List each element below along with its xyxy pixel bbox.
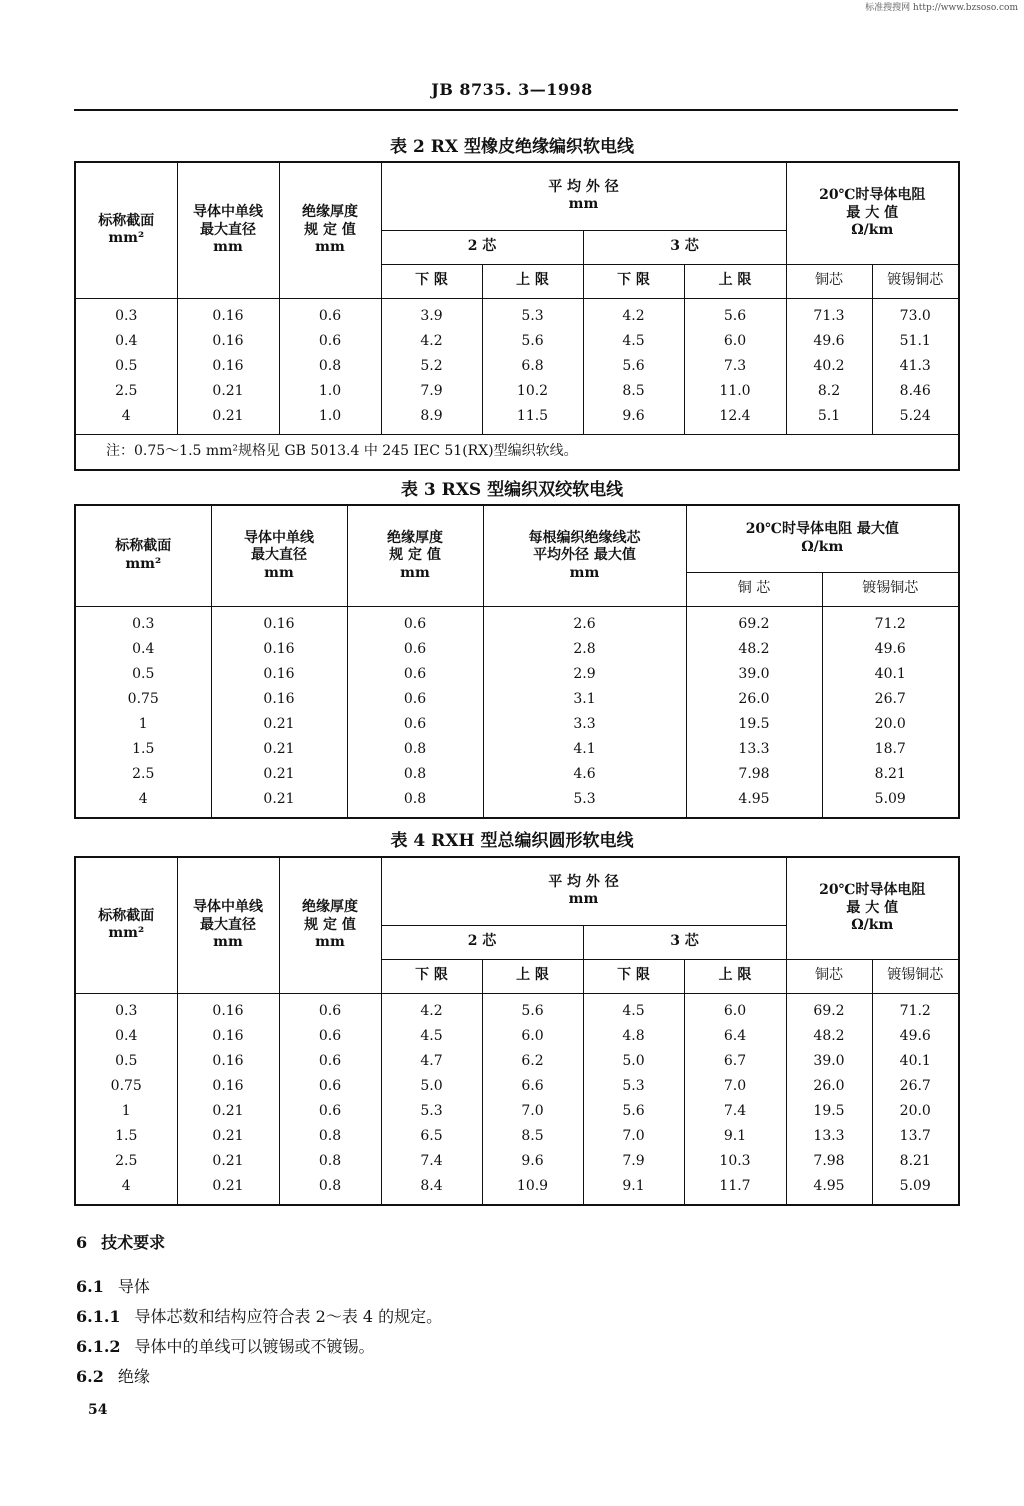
t4-head-2core: 2 芯 [381,925,583,959]
table-cell: 0.8 [347,788,483,818]
t4-head-3core-upper: 上 限 [684,959,786,993]
table-cell: 0.5 [75,663,211,688]
table-cell: 6.6 [482,1075,583,1100]
table-cell: 26.7 [872,1075,959,1100]
table2-note: 注：0.75～1.5 mm²规格见 GB 5013.4 中 245 IEC 51(RX)型编织软线。 [75,434,959,470]
table-cell: 0.8 [279,1150,381,1175]
table-cell: 5.3 [482,298,583,330]
table-cell: 8.5 [583,380,684,405]
table-cell: 7.9 [583,1150,684,1175]
table-cell: 0.16 [211,688,347,713]
table-cell: 0.8 [347,738,483,763]
table-cell: 5.2 [381,355,482,380]
t4-head-tinned-copper: 镀锡铜芯 [872,959,959,993]
table-cell: 10.3 [684,1150,786,1175]
table-row [75,606,959,638]
table-cell: 0.6 [279,993,381,1025]
table-cell: 0.8 [279,1125,381,1150]
table-cell: 4.1 [483,738,686,763]
table-cell: 71.2 [822,606,959,638]
table-cell: 0.8 [279,355,381,380]
table-cell: 6.7 [684,1050,786,1075]
table-cell: 20.0 [822,713,959,738]
t4-head-insulation: 绝缘厚度 规 定 值 mm [279,857,381,993]
table-cell: 0.5 [75,355,177,380]
table-cell: 9.6 [583,405,684,435]
t2-head-wire: 导体中单线 最大直径 mm [177,162,279,298]
table2-caption: 表 2 RX 型橡皮绝缘编织软电线 [390,137,634,157]
table-cell: 0.5 [75,1050,177,1075]
table-cell: 40.2 [786,355,872,380]
table-cell: 0.6 [347,688,483,713]
table-cell: 5.6 [482,330,583,355]
table-cell: 0.21 [177,1150,279,1175]
table-row [75,713,959,738]
table-cell: 0.16 [177,1025,279,1050]
table-cell: 8.21 [872,1150,959,1175]
table-cell: 6.5 [381,1125,482,1150]
t2-head-area: 标称截面 mm² [75,162,177,298]
table-cell: 2.9 [483,663,686,688]
table-cell: 0.6 [347,713,483,738]
table-cell: 19.5 [686,713,822,738]
table-cell: 5.3 [381,1100,482,1125]
t2-head-2core: 2 芯 [381,230,583,264]
table3-caption: 表 3 RXS 型编织双绞软电线 [400,480,624,500]
table-cell: 5.6 [583,1100,684,1125]
table-cell: 0.21 [211,763,347,788]
table-row [75,663,959,688]
table-cell: 20.0 [872,1100,959,1125]
table-cell: 41.3 [872,355,959,380]
table-cell: 0.21 [211,738,347,763]
table-cell: 0.4 [75,638,211,663]
table-cell: 3.9 [381,298,482,330]
table-cell: 26.0 [786,1075,872,1100]
t2-head-2core-lower: 下 限 [381,264,482,298]
table-cell: 4 [75,1175,177,1205]
table-cell: 49.6 [786,330,872,355]
table-cell: 18.7 [822,738,959,763]
table-cell: 0.6 [279,1025,381,1050]
table-cell: 5.0 [583,1050,684,1075]
table-cell: 0.16 [177,1075,279,1100]
table-cell: 0.16 [177,298,279,330]
table-cell: 4.5 [583,993,684,1025]
table-cell: 0.75 [75,1075,177,1100]
table-cell: 1.0 [279,380,381,405]
table-row [75,638,959,663]
table-cell: 51.1 [872,330,959,355]
table-cell: 3.3 [483,713,686,738]
table-cell: 0.3 [75,606,211,638]
table-cell: 5.6 [482,993,583,1025]
table-cell: 5.1 [786,405,872,435]
table-cell: 5.3 [483,788,686,818]
table-cell: 0.21 [177,1125,279,1150]
table-row [75,763,959,788]
table-cell: 8.2 [786,380,872,405]
table-cell: 4.2 [381,330,482,355]
table-cell: 8.21 [822,763,959,788]
table-cell: 40.1 [872,1050,959,1075]
table-row [75,1075,959,1100]
t4-head-3core-lower: 下 限 [583,959,684,993]
t2-head-3core-lower: 下 限 [583,264,684,298]
table-cell: 1.0 [279,405,381,435]
table-cell: 4.6 [483,763,686,788]
table-cell: 0.4 [75,1025,177,1050]
t2-head-2core-upper: 上 限 [482,264,583,298]
table-cell: 10.9 [482,1175,583,1205]
table-cell: 8.9 [381,405,482,435]
table-cell: 7.0 [482,1100,583,1125]
t3-head-core-od: 每根编织绝缘线芯 平均外径 最大值 mm [483,505,686,606]
table-cell: 2.8 [483,638,686,663]
t3-head-wire: 导体中单线 最大直径 mm [211,505,347,606]
table-cell: 40.1 [822,663,959,688]
table-cell: 4 [75,788,211,818]
table-cell: 0.21 [177,1175,279,1205]
table-cell: 7.0 [684,1075,786,1100]
table-cell: 0.6 [279,1100,381,1125]
table-row [75,355,959,380]
table-cell: 7.4 [684,1100,786,1125]
table-cell: 8.4 [381,1175,482,1205]
table-cell: 0.21 [177,380,279,405]
page-number: 54 [88,1402,108,1418]
table-row [75,1100,959,1125]
table-cell: 4 [75,405,177,435]
table-cell: 1 [75,713,211,738]
t3-head-insulation: 绝缘厚度 规 定 值 mm [347,505,483,606]
table4-caption: 表 4 RXH 型总编织圆形软电线 [390,831,634,851]
table-cell: 4.95 [686,788,822,818]
table-cell: 4.95 [786,1175,872,1205]
t2-head-resistance: 20℃时导体电阻 最 大 值 Ω/km [786,162,959,264]
t3-head-resistance: 20℃时导体电阻 最大值 Ω/km [686,505,959,572]
table-row [75,788,959,818]
table-cell: 2.5 [75,1150,177,1175]
table-cell: 1.5 [75,1125,177,1150]
table-cell: 8.46 [872,380,959,405]
section-6-1-2: 6.1.2 导体中的单线可以镀锡或不镀锡。 [76,1337,375,1356]
table-cell: 9.1 [583,1175,684,1205]
table-cell: 73.0 [872,298,959,330]
table-cell: 11.5 [482,405,583,435]
table-cell: 3.1 [483,688,686,713]
table-row [75,298,959,330]
table-cell: 1 [75,1100,177,1125]
table-cell: 6.0 [684,993,786,1025]
table-cell: 4.2 [583,298,684,330]
table-cell: 19.5 [786,1100,872,1125]
t3-head-area: 标称截面 mm² [75,505,211,606]
table-cell: 0.6 [279,1075,381,1100]
table-cell: 7.0 [583,1125,684,1150]
table-cell: 7.98 [686,763,822,788]
t2-head-od: 平 均 外 径 mm [381,162,786,230]
table-cell: 0.6 [347,606,483,638]
table-row [75,1150,959,1175]
t4-head-resistance: 20℃时导体电阻 最 大 值 Ω/km [786,857,959,959]
table-cell: 39.0 [686,663,822,688]
header-rule [74,109,958,111]
table-cell: 0.6 [279,1050,381,1075]
watermark: 标准搜搜网 http://www.bzsoso.com [865,3,1018,13]
section-6-1-1: 6.1.1 导体芯数和结构应符合表 2～表 4 的规定。 [76,1307,443,1326]
table-cell: 5.24 [872,405,959,435]
table-cell: 5.09 [872,1175,959,1205]
table-cell: 71.2 [872,993,959,1025]
t4-head-2core-lower: 下 限 [381,959,482,993]
table-cell: 0.6 [279,298,381,330]
table-cell: 1.5 [75,738,211,763]
table-cell: 7.4 [381,1150,482,1175]
table4 [74,856,960,1206]
table-cell: 2.5 [75,763,211,788]
t2-head-tinned-copper: 镀锡铜芯 [872,264,959,298]
t2-head-insulation: 绝缘厚度 规 定 值 mm [279,162,381,298]
t4-head-2core-upper: 上 限 [482,959,583,993]
table-cell: 0.6 [347,638,483,663]
t2-head-copper: 铜芯 [786,264,872,298]
table-cell: 5.09 [822,788,959,818]
t4-head-copper: 铜芯 [786,959,872,993]
section-6: 6 技术要求 [76,1233,166,1252]
table-cell: 49.6 [822,638,959,663]
table-cell: 0.21 [211,713,347,738]
table-cell: 0.3 [75,298,177,330]
table-cell: 49.6 [872,1025,959,1050]
table-cell: 0.6 [279,330,381,355]
table-cell: 10.2 [482,380,583,405]
section-6-1: 6.1 导体 [76,1277,150,1296]
table-cell: 9.6 [482,1150,583,1175]
table-cell: 6.8 [482,355,583,380]
table-cell: 13.7 [872,1125,959,1150]
table-row [75,405,959,435]
table-cell: 6.0 [482,1025,583,1050]
table-cell: 4.7 [381,1050,482,1075]
table-cell: 0.16 [177,330,279,355]
t4-head-area: 标称截面 mm² [75,857,177,993]
table-cell: 4.2 [381,993,482,1025]
table-cell: 5.6 [684,298,786,330]
table-cell: 4.5 [381,1025,482,1050]
table-cell: 7.98 [786,1150,872,1175]
table-cell: 0.16 [177,993,279,1025]
table-row [75,1175,959,1205]
table-cell: 48.2 [686,638,822,663]
t4-head-3core: 3 芯 [583,925,786,959]
table-row [75,738,959,763]
table-row [75,1050,959,1075]
table-row [75,380,959,405]
table-cell: 0.16 [211,663,347,688]
table-cell: 12.4 [684,405,786,435]
table-cell: 11.0 [684,380,786,405]
table-cell: 0.8 [347,763,483,788]
table-row [75,993,959,1025]
table-row [75,330,959,355]
table-cell: 39.0 [786,1050,872,1075]
table-cell: 13.3 [786,1125,872,1150]
table-cell: 6.2 [482,1050,583,1075]
table-cell: 26.0 [686,688,822,713]
t3-head-tinned-copper: 镀锡铜芯 [822,572,959,606]
table-row [75,688,959,713]
table-cell: 0.16 [177,355,279,380]
table-cell: 6.0 [684,330,786,355]
table-cell: 2.5 [75,380,177,405]
table-cell: 11.7 [684,1175,786,1205]
t4-head-od: 平 均 外 径 mm [381,857,786,925]
table-cell: 4.8 [583,1025,684,1050]
table-cell: 9.1 [684,1125,786,1150]
table2 [74,161,960,471]
table-cell: 0.21 [211,788,347,818]
t2-head-3core: 3 芯 [583,230,786,264]
table-cell: 0.3 [75,993,177,1025]
table3 [74,504,960,819]
table-cell: 5.3 [583,1075,684,1100]
table-cell: 26.7 [822,688,959,713]
table-cell: 6.4 [684,1025,786,1050]
table-cell: 71.3 [786,298,872,330]
t3-head-copper: 铜 芯 [686,572,822,606]
table-cell: 7.3 [684,355,786,380]
table-cell: 0.8 [279,1175,381,1205]
table-cell: 0.16 [211,606,347,638]
table-cell: 0.21 [177,405,279,435]
t2-head-3core-upper: 上 限 [684,264,786,298]
table-cell: 4.5 [583,330,684,355]
table-cell: 2.6 [483,606,686,638]
t4-head-wire: 导体中单线 最大直径 mm [177,857,279,993]
table-cell: 0.6 [347,663,483,688]
table-cell: 0.4 [75,330,177,355]
table-cell: 5.0 [381,1075,482,1100]
document-number: JB 8735. 3—1998 [431,80,593,99]
table-cell: 8.5 [482,1125,583,1150]
table-cell: 13.3 [686,738,822,763]
table-cell: 0.75 [75,688,211,713]
table-cell: 7.9 [381,380,482,405]
table-cell: 69.2 [686,606,822,638]
table-row [75,1025,959,1050]
table-cell: 69.2 [786,993,872,1025]
table-cell: 0.16 [211,638,347,663]
table-cell: 48.2 [786,1025,872,1050]
table-row [75,1125,959,1150]
section-6-2: 6.2 绝缘 [76,1367,150,1386]
table-cell: 5.6 [583,355,684,380]
table-cell: 0.16 [177,1050,279,1075]
table-cell: 0.21 [177,1100,279,1125]
